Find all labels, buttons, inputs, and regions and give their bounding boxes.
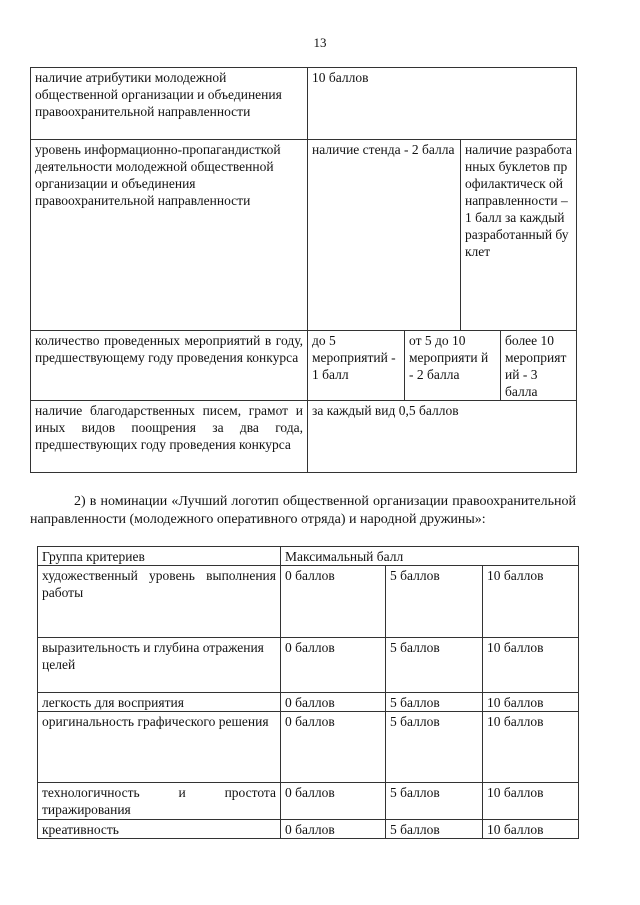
score-cell: 0 баллов — [281, 712, 386, 783]
criterion-cell: легкость для восприятия — [38, 693, 281, 712]
criterion-cell: уровень информационно-пропагандисткой деятельности молодежной общественной организации и объединения правоохранительной направленности — [31, 140, 308, 331]
score-cell: 10 баллов — [483, 783, 579, 820]
nomination-paragraph — [30, 493, 576, 529]
score-cell: 5 баллов — [386, 638, 483, 693]
score-cell: более 10 мероприят ий - 3 балла — [501, 331, 577, 401]
criterion-cell: наличие благодарственных писем, грамот и иных видов поощрения за два года, предшествующих году проведения конкурса — [31, 401, 308, 473]
score-cell: наличие стенда - 2 балла — [308, 140, 461, 331]
score-cell: от 5 до 10 мероприяти й - 2 балла — [405, 331, 501, 401]
criterion-cell: выразительность и глубина отражения целей — [38, 638, 281, 693]
score-cell: за каждый вид 0,5 баллов — [308, 401, 577, 473]
criterion-cell: количество проведенных мероприятий в году, предшествующему году проведения конкурса — [31, 331, 308, 401]
criterion-cell: технологичность и простота тиражирования — [38, 783, 281, 820]
score-cell: 10 баллов — [483, 693, 579, 712]
table-header-row — [38, 547, 579, 566]
score-cell: 5 баллов — [386, 566, 483, 638]
score-cell: 10 баллов — [308, 68, 577, 140]
table-row — [38, 693, 579, 712]
score-cell: 10 баллов — [483, 638, 579, 693]
score-cell: 0 баллов — [281, 783, 386, 820]
table-row — [38, 712, 579, 783]
score-cell: 5 баллов — [386, 712, 483, 783]
score-cell: 5 баллов — [386, 693, 483, 712]
criterion-cell: оригинальность графического решения — [38, 712, 281, 783]
table-row — [31, 68, 577, 140]
score-cell: до 5 мероприятий - 1 балл — [308, 331, 405, 401]
criterion-cell: наличие атрибутики молодежной общественной организации и объединения правоохранительной направленности — [31, 68, 308, 140]
score-cell: 0 баллов — [281, 638, 386, 693]
page-number: 13 — [313, 35, 327, 50]
criteria-table-2 — [37, 546, 579, 839]
criteria-table-1 — [30, 67, 577, 473]
score-cell: 5 баллов — [386, 820, 483, 839]
criterion-cell: художественный уровень выполнения работы — [38, 566, 281, 638]
score-cell: 0 баллов — [281, 566, 386, 638]
header-group: Группа критериев — [38, 547, 281, 566]
table-row — [31, 140, 577, 331]
score-cell: 10 баллов — [483, 712, 579, 783]
table-row — [38, 820, 579, 839]
score-cell: 0 баллов — [281, 820, 386, 839]
header-max: Максимальный балл — [281, 547, 579, 566]
table-row — [31, 401, 577, 473]
score-cell: наличие разработанных буклетов профилактическ ой направленности – 1 балл за каждый разработанный буклет — [461, 140, 577, 331]
score-cell: 10 баллов — [483, 566, 579, 638]
criterion-cell: креативность — [38, 820, 281, 839]
table-row — [38, 566, 579, 638]
table-row — [38, 638, 579, 693]
table-row — [31, 331, 577, 401]
score-cell: 10 баллов — [483, 820, 579, 839]
table-row — [38, 783, 579, 820]
score-cell: 0 баллов — [281, 693, 386, 712]
score-cell: 5 баллов — [386, 783, 483, 820]
paragraph-text: 2) в номинации «Лучший логотип общественной организации правоохранительной направленности (молодежного оперативного отряда) и народной дружины»: — [30, 494, 576, 527]
